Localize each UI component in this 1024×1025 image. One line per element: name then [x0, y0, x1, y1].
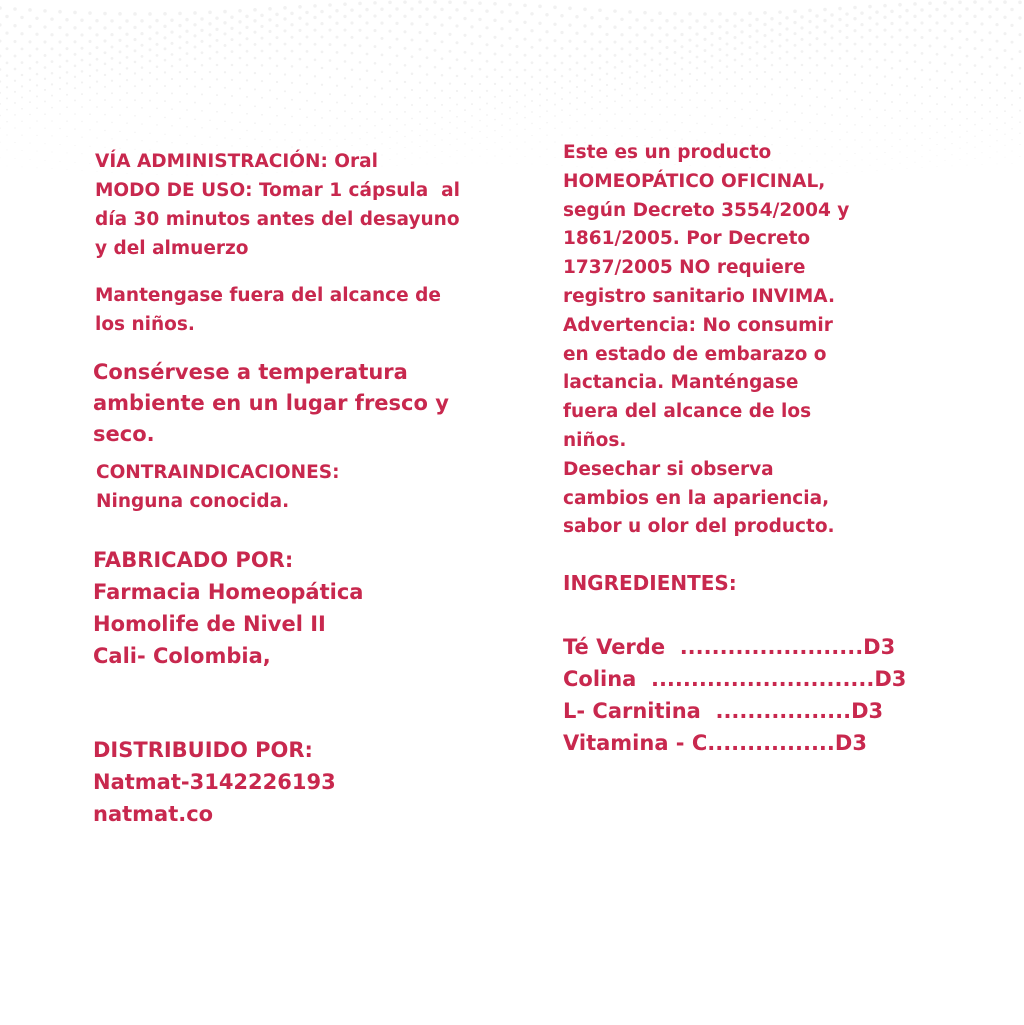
- usage-line: y del almuerzo: [95, 238, 249, 259]
- warning-line: en estado de embarazo o: [563, 343, 827, 365]
- disposal-line: cambios en la apariencia,: [563, 487, 830, 509]
- notice-line: según Decreto 3554/2004 y: [563, 199, 850, 221]
- ingredients-list: [563, 631, 906, 759]
- warning-line: niños.: [563, 429, 627, 451]
- storage-block: [93, 357, 449, 450]
- notice-line: 1737/2005 NO requiere: [563, 257, 806, 279]
- warning-line: Advertencia: No consumir: [563, 314, 833, 336]
- distributor-heading: DISTRIBUIDO POR:: [93, 738, 313, 762]
- ingredient-item: Té Verde .......................D3: [563, 635, 896, 659]
- keep-away-block: [95, 281, 441, 339]
- keep-away-line: los niños.: [95, 314, 195, 335]
- disposal-line: Desechar si observa: [563, 458, 774, 480]
- storage-line: Consérvese a temperatura: [93, 360, 408, 384]
- keep-away-line: Mantengase fuera del alcance de: [95, 285, 441, 306]
- contraindications-heading: CONTRAINDICACIONES:: [96, 462, 340, 483]
- notice-line: HOMEOPÁTICO OFICINAL,: [563, 170, 826, 192]
- disposal-line: sabor u olor del producto.: [563, 516, 835, 538]
- manufacturer-block: [93, 544, 363, 672]
- ingredients-heading: [563, 567, 737, 599]
- ingredient-item: Colina ............................D3: [563, 667, 907, 691]
- storage-line: seco.: [93, 422, 155, 446]
- warning-line: fuera del alcance de los: [563, 401, 812, 423]
- notice-line: Este es un producto: [563, 142, 772, 163]
- manufacturer-line: Cali- Colombia,: [93, 644, 271, 668]
- notice-line: registro sanitario INVIMA.: [563, 285, 835, 307]
- distributor-website: natmat.co: [93, 802, 214, 826]
- warning-line: lactancia. Manténgase: [563, 372, 799, 394]
- usage-line: día 30 minutos antes del desayuno: [95, 209, 460, 230]
- contraindications-block: [96, 458, 340, 516]
- manufacturer-line: Homolife de Nivel II: [93, 612, 326, 636]
- regulatory-notice-block: [563, 139, 849, 542]
- ingredient-item: L- Carnitina .................D3: [563, 699, 884, 723]
- storage-line: ambiente en un lugar fresco y: [93, 391, 449, 415]
- ingredients-title: INGREDIENTES:: [563, 571, 737, 595]
- ingredient-item: Vitamina - C................D3: [563, 731, 867, 755]
- distributor-block: [93, 734, 336, 830]
- distributor-phone: Natmat-3142226193: [93, 770, 336, 794]
- notice-line: 1861/2005. Por Decreto: [563, 228, 811, 250]
- manufacturer-heading: FABRICADO POR:: [93, 548, 294, 572]
- manufacturer-line: Farmacia Homeopática: [93, 580, 364, 604]
- contraindications-text: Ninguna conocida.: [96, 491, 290, 512]
- administration-line: VÍA ADMINISTRACIÓN: Oral: [95, 151, 378, 172]
- administration-block: [95, 147, 460, 263]
- usage-line: MODO DE USO: Tomar 1 cápsula al: [95, 180, 460, 201]
